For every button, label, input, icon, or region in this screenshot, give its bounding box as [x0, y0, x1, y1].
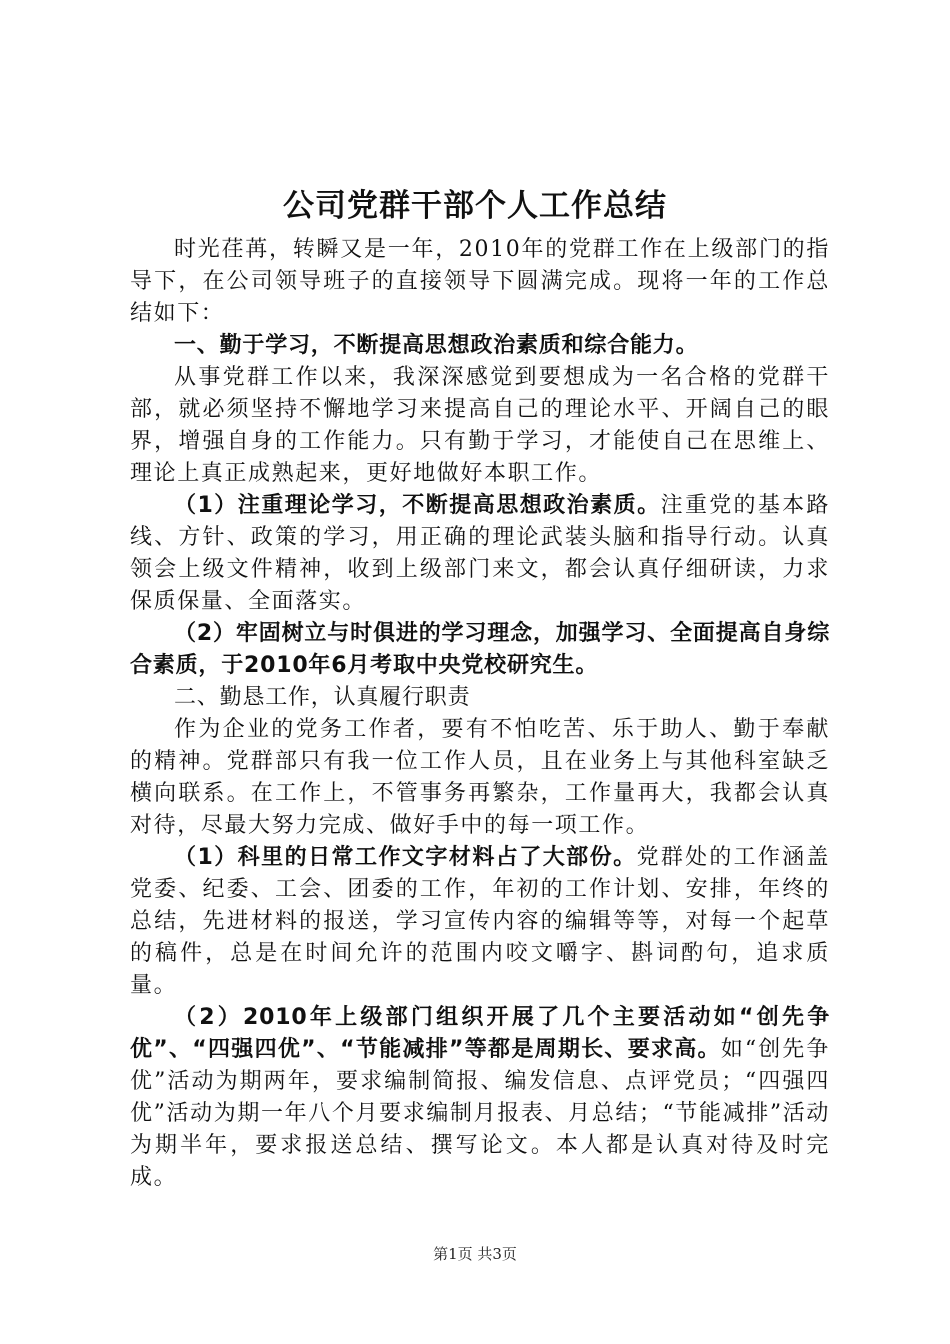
paragraph-item-2-2	[130, 1002, 830, 1194]
section-heading-text: 二、勤恳工作，认真履行职责	[174, 685, 471, 710]
paragraph-item-2-1	[130, 842, 830, 1002]
paragraph-section-1-intro	[130, 362, 830, 490]
item-lead-text: （1）科里的日常工作文字材料占了大部份。	[174, 845, 637, 870]
page-footer: 第1页 共3页	[433, 1245, 517, 1263]
paragraph-text: 党群处的工作涵盖党委、纪委、工会、团委的工作，年初的工作计划、安排，年终的总结，先进材料的报送，学习宣传内容的编辑等等，对每一个起草的稿件，总是在时间允许的范围内咬文嚼字、斟词酌句，追求质量。	[130, 845, 830, 998]
paragraph-text: 时光荏苒，转瞬又是一年，2010年的党群工作在上级部门的指导下，在公司领导班子的直接领导下圆满完成。现将一年的工作总结如下：	[130, 237, 830, 326]
paragraph-text: 作为企业的党务工作者，要有不怕吃苦、乐于助人、勤于奉献的精神。党群部只有我一位工作人员，且在业务上与其他科室缺乏横向联系。在工作上，不管事务再繁杂，工作量再大，我都会认真对待，尽最大努力完成、做好手中的每一项工作。	[130, 717, 830, 838]
section-heading-text: 一、勤于学习，不断提高思想政治素质和综合能力。	[174, 333, 699, 358]
item-lead-text: （2）2010年上级部门组织开展了几个主要活动如“创先争优”、“四强四优”、“节能减排”等都是周期长、要求高。	[130, 1005, 830, 1062]
paragraph-text: 从事党群工作以来，我深深感觉到要想成为一名合格的党群干部，就必须坚持不懈地学习来提高自己的理论水平、开阔自己的眼界，增强自身的工作能力。只有勤于学习，才能使自己在思维上、理论上真正成熟起来，更好地做好本职工作。	[130, 365, 830, 486]
section-heading-1	[130, 330, 830, 362]
paragraph-text: 如“创先争优”活动为期两年，要求编制简报、编发信息、点评党员；“四强四优”活动为期一年八个月要求编制月报表、月总结；“节能减排”活动为期半年，要求报送总结、撰写论文。本人都是认真对待及时完成。	[130, 1037, 830, 1190]
item-lead-text: （2）牢固树立与时俱进的学习理念，加强学习、全面提高自身综合素质，于2010年6月考取中央党校研究生。	[130, 621, 830, 678]
paragraph-item-1-2	[130, 618, 830, 682]
paragraph-text: 注重党的基本路线、方针、政策的学习，用正确的理论武装头脑和指导行动。认真领会上级文件精神，收到上级部门来文，都会认真仔细研读，力求保质保量、全面落实。	[130, 493, 831, 614]
section-heading-2	[130, 682, 830, 714]
document-body	[130, 234, 830, 1194]
paragraph-section-2-intro	[130, 714, 830, 842]
paragraph-item-1-1	[130, 490, 830, 618]
item-lead-text: （1）注重理论学习，不断提高思想政治素质。	[174, 493, 661, 518]
paragraph-intro	[130, 234, 830, 330]
document-title: 公司党群干部个人工作总结	[283, 188, 667, 224]
